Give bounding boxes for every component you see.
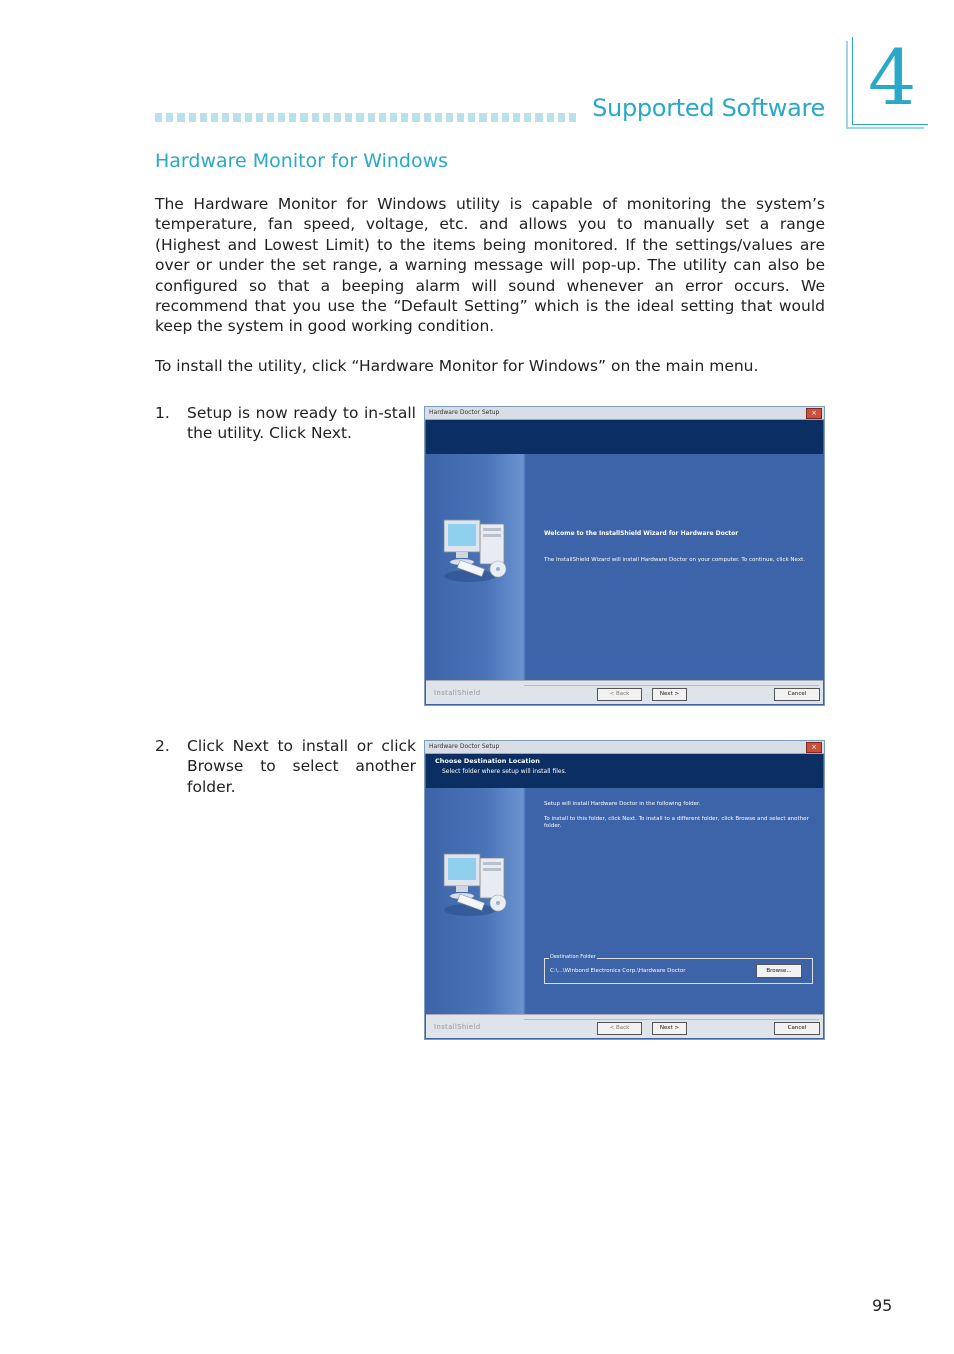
- computer-icon: [440, 514, 512, 586]
- step-number: 2.: [155, 737, 170, 755]
- decorative-dot-rule: [155, 113, 585, 122]
- computer-icon: [440, 848, 512, 920]
- dialog-header-title: Choose Destination Location: [435, 757, 540, 765]
- destination-instructions: To install to this folder, click Next. To install to a different folder, click Browse and select another folder.: [544, 816, 809, 829]
- chapter-number: 4: [868, 33, 917, 122]
- back-button[interactable]: < Back: [597, 1022, 642, 1035]
- destination-message: Setup will install Hardware Doctor in the following folder.: [544, 801, 701, 807]
- dialog-title: Hardware Doctor Setup: [425, 407, 824, 420]
- back-button[interactable]: < Back: [597, 688, 642, 701]
- close-icon[interactable]: ×: [806, 408, 822, 419]
- install-instruction: To install the utility, click “Hardware Monitor for Windows” on the main menu.: [155, 357, 759, 375]
- setup-dialog-destination: [424, 740, 825, 1040]
- intro-paragraph: The Hardware Monitor for Windows utility is capable of monitoring the system’s temperature, fan speed, voltage, etc. and allows you to manually set a range (Highest and Lowest Limit) to the items being monitored. If the settings/values are over or under the set range, a warning message will pop-up. The utility can also be configured so that a beeping alarm will sound whenever an error occurs. We recommend that you use the “Default Setting” which is the ideal setting that would keep the system in good working condition.: [155, 195, 825, 336]
- dialog-body: [426, 454, 823, 681]
- dialog-body: [426, 788, 823, 1015]
- close-icon[interactable]: ×: [806, 742, 822, 753]
- chapter-marker: [846, 33, 928, 129]
- step-text: Setup is now ready to in-stall the utility. Click Next.: [187, 404, 416, 443]
- cancel-button[interactable]: Cancel: [774, 1022, 820, 1035]
- section-title: Supported Software: [592, 94, 825, 122]
- dialog-header-band: [426, 754, 823, 788]
- installshield-brand: InstallShield: [434, 1023, 481, 1031]
- browse-button[interactable]: Browse...: [756, 964, 802, 978]
- next-button[interactable]: Next >: [652, 1022, 687, 1035]
- destination-folder-label: Destination Folder: [550, 954, 596, 960]
- setup-dialog-welcome: [424, 406, 825, 706]
- dialog-title: Hardware Doctor Setup: [425, 741, 824, 754]
- dialog-footer: [426, 1014, 823, 1038]
- step-number: 1.: [155, 404, 170, 422]
- welcome-message: The InstallShield Wizard will install Hardware Doctor on your computer. To continue, click Next.: [544, 557, 805, 563]
- welcome-heading: Welcome to the InstallShield Wizard for Hardware Doctor: [544, 530, 739, 537]
- destination-folder-path: C:\...\Winbond Electronics Corp.\Hardware Doctor: [550, 968, 686, 974]
- cancel-button[interactable]: Cancel: [774, 688, 820, 701]
- dialog-header-subtitle: Select folder where setup will install files.: [442, 768, 567, 775]
- page-number: 95: [872, 1296, 893, 1315]
- dialog-footer: [426, 680, 823, 704]
- destination-folder-group: [544, 954, 813, 984]
- installshield-brand: InstallShield: [434, 689, 481, 697]
- dialog-header-band: [426, 420, 823, 454]
- step-text: Click Next to install or click Browse to select another folder.: [187, 737, 416, 796]
- next-button[interactable]: Next >: [652, 688, 687, 701]
- subsection-title: Hardware Monitor for Windows: [155, 150, 449, 172]
